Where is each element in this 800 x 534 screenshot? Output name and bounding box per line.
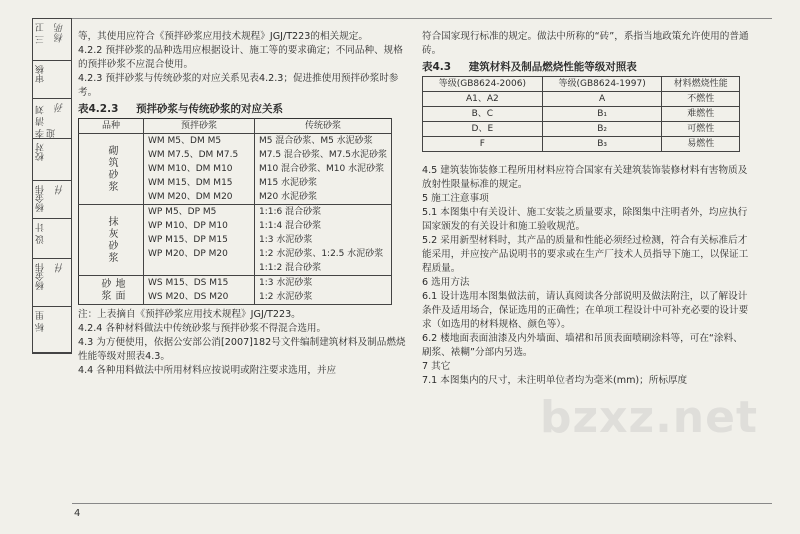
table-header: 材料燃烧性能 bbox=[662, 77, 740, 92]
table-cell: 易燃性 bbox=[662, 137, 740, 152]
left-column bbox=[78, 30, 408, 378]
paragraph: 4.2.3 预拌砂浆与传统砂浆的对应关系见表4.2.3；促进推使用预拌砂浆时参考。 bbox=[78, 73, 399, 98]
paragraph: 4.2.4 各种材料做法中传统砂浆与预拌砂浆不得混合选用。 bbox=[78, 323, 327, 334]
table-row bbox=[79, 205, 392, 220]
table-cell: F bbox=[423, 137, 543, 152]
table-cell: 不燃性 bbox=[662, 92, 740, 107]
paragraph: 5.1 本图集中有关设计、施工安装之质量要求，除图集中注明者外，均应执行国家颁发的有关设计和施工验收规范。 bbox=[422, 207, 748, 232]
paragraph: 4.5 建筑装饰装修工程所用材料应符合国家有关建筑装饰装修材料有害物质及放射性限量标准的规定。 bbox=[422, 165, 748, 190]
table-cell: 可燃性 bbox=[662, 122, 740, 137]
table-cell: B₁ bbox=[542, 107, 662, 122]
table-cell: 1:1:4 混合砂浆 bbox=[254, 219, 391, 233]
table-cell: A bbox=[542, 92, 662, 107]
table-cell: WM M5、DM M5 bbox=[144, 134, 255, 149]
title-block-label: 标 里 bbox=[36, 311, 46, 332]
paragraph: 符合国家现行标准的规定。做法中所称的“砖”，系指当地政策允许使用的普通砖。 bbox=[422, 31, 749, 56]
table-row bbox=[423, 137, 740, 152]
table-cell: WM M20、DM M20 bbox=[144, 190, 255, 205]
group-label: 地面砂浆 bbox=[79, 276, 144, 305]
paragraph: 4.3 为方便使用，依据公安部公消[2007]182号文件编制建筑材料及制品燃烧性能等级对照表4.3。 bbox=[78, 337, 406, 362]
watermark: bzxz.net bbox=[540, 392, 759, 443]
table-cell: WP M15、DP M15 bbox=[144, 233, 255, 247]
title-block-cell bbox=[33, 181, 71, 219]
table-cell: WP M20、DP M20 bbox=[144, 247, 255, 261]
section-heading: 5 施工注意事项 bbox=[422, 193, 489, 204]
table-title bbox=[78, 102, 408, 116]
table-cell: 1:2 水泥砂浆 bbox=[254, 290, 391, 305]
title-block-label: 校对 bbox=[36, 143, 46, 161]
paragraph: 5.2 采用新型材料时，其产品的质量和性能必须经过检测，符合有关标准后才能采用，并应按产品说明书的要求或在生产厂技术人员指导下施工，以保证工程质量。 bbox=[422, 235, 749, 274]
signature: 孙 bbox=[55, 103, 66, 113]
group-label: 砌筑砂浆 bbox=[79, 134, 144, 205]
table-row bbox=[423, 122, 740, 137]
table-cell: WP M5、DP M5 bbox=[144, 205, 255, 220]
table-note: 注：上表摘自《预拌砂浆应用技术规程》JGJ/T223。 bbox=[78, 309, 301, 320]
table-cell: 1:3 水泥砂浆 bbox=[254, 276, 391, 291]
table-cell: 1:2 水泥砂浆、1:2.5 水泥砂浆 bbox=[254, 247, 391, 261]
paragraph: 6.2 楼地面表面油漆及内外墙面、墙裙和吊顶表面喷刷涂料等，可在“涂料、刷浆、裱糊”分部内另选。 bbox=[422, 333, 743, 358]
table-cell: WM M15、DM M15 bbox=[144, 176, 255, 190]
table-cell: M20 水泥砂浆 bbox=[254, 190, 391, 205]
table-cell: B、C bbox=[423, 107, 543, 122]
table-cell: WM M7.5、DM M7.5 bbox=[144, 148, 255, 162]
table-cell: WS M20、DS M20 bbox=[144, 290, 255, 305]
title-block-label: 杨金伟 bbox=[36, 263, 46, 290]
table-row bbox=[79, 134, 392, 149]
title-block-label: 审核 bbox=[36, 65, 46, 83]
section-heading: 6 选用方法 bbox=[422, 277, 470, 288]
paragraph: 4.2.2 预拌砂浆的品种选用应根据设计、施工等的要求确定；不同品种、规格的预拌砂浆不应混合使用。 bbox=[78, 45, 403, 70]
table-cell: D、E bbox=[423, 122, 543, 137]
group-label: 抹灰砂浆 bbox=[79, 205, 144, 276]
title-block-label: 杨金伟 bbox=[36, 185, 46, 212]
table-row bbox=[423, 107, 740, 122]
right-column bbox=[422, 30, 752, 388]
table-cell: 难燃性 bbox=[662, 107, 740, 122]
table-cell: M10 混合砂浆、M10 水泥砂浆 bbox=[254, 162, 391, 176]
title-block-cell bbox=[33, 19, 71, 61]
table-caption: 建筑材料及制品燃烧性能等级对照表 bbox=[468, 61, 637, 73]
page-number: 4 bbox=[74, 508, 81, 519]
table-header: 等级(GB8624-1997) bbox=[542, 77, 662, 92]
table-number: 表4.2.3 bbox=[78, 103, 119, 115]
signature: 伟 bbox=[55, 185, 66, 195]
table-row bbox=[79, 276, 392, 291]
table-cell: 1:1:6 混合砂浆 bbox=[254, 205, 391, 220]
table-cell bbox=[144, 261, 255, 276]
table-cell: 1:1:2 混合砂浆 bbox=[254, 261, 391, 276]
table-cell: B₂ bbox=[542, 122, 662, 137]
mortar-correspondence-table bbox=[78, 118, 392, 305]
table-row bbox=[423, 92, 740, 107]
table-cell: B₃ bbox=[542, 137, 662, 152]
paragraph: 等，其使用应符合《预拌砂浆应用技术规程》JGJ/T223的相关规定。 bbox=[78, 31, 368, 42]
table-number: 表4.3 bbox=[422, 61, 452, 73]
title-block-cell bbox=[33, 139, 71, 181]
title-block-strip bbox=[32, 18, 72, 354]
title-block-cell bbox=[33, 219, 71, 259]
title-block-cell bbox=[33, 307, 71, 353]
table-header: 预拌砂浆 bbox=[144, 119, 255, 134]
table-cell: 1:3 水泥砂浆 bbox=[254, 233, 391, 247]
table-cell: M15 水泥砂浆 bbox=[254, 176, 391, 190]
table-cell: WM M10、DM M10 bbox=[144, 162, 255, 176]
table-header: 传统砂浆 bbox=[254, 119, 391, 134]
paragraph: 6.1 设计选用本图集做法前，请认真阅读各分部说明及做法附注，以了解设计条件及适用场合，保证选用的正确性；在单项工程设计中可补充必要的设计要求（如选用的材料规格、颜色等）。 bbox=[422, 291, 749, 330]
title-block-label: 李 清 刘迎 bbox=[36, 105, 57, 138]
section-heading: 7 其它 bbox=[422, 361, 451, 372]
title-block-cell bbox=[33, 259, 71, 307]
title-block-cell bbox=[33, 99, 71, 139]
fire-rating-table bbox=[422, 76, 740, 152]
table-title bbox=[422, 60, 752, 74]
table-cell: M7.5 混合砂浆、M7.5水泥砂浆 bbox=[254, 148, 391, 162]
table-cell: M5 混合砂浆、M5 水泥砂浆 bbox=[254, 134, 391, 149]
table-cell: A1、A2 bbox=[423, 92, 543, 107]
table-caption: 预拌砂浆与传统砂浆的对应关系 bbox=[136, 103, 284, 115]
table-cell: WS M15、DS M15 bbox=[144, 276, 255, 291]
signature: 伟 bbox=[55, 263, 66, 273]
title-block-cell bbox=[33, 61, 71, 99]
table-header: 品种 bbox=[79, 119, 144, 134]
table-header: 等级(GB8624-2006) bbox=[423, 77, 543, 92]
table-cell: WP M10、DP M10 bbox=[144, 219, 255, 233]
paragraph: 7.1 本图集内的尺寸，未注明单位者均为毫米(mm)；所标厚度 bbox=[422, 375, 688, 386]
title-block-label: 设 计 bbox=[36, 223, 46, 244]
signature: 杨明 bbox=[55, 23, 66, 43]
title-block-label: 三 卫 bbox=[36, 23, 46, 44]
paragraph: 4.4 各种用料做法中所用材料应按说明或附注要求选用，并应 bbox=[78, 365, 337, 376]
